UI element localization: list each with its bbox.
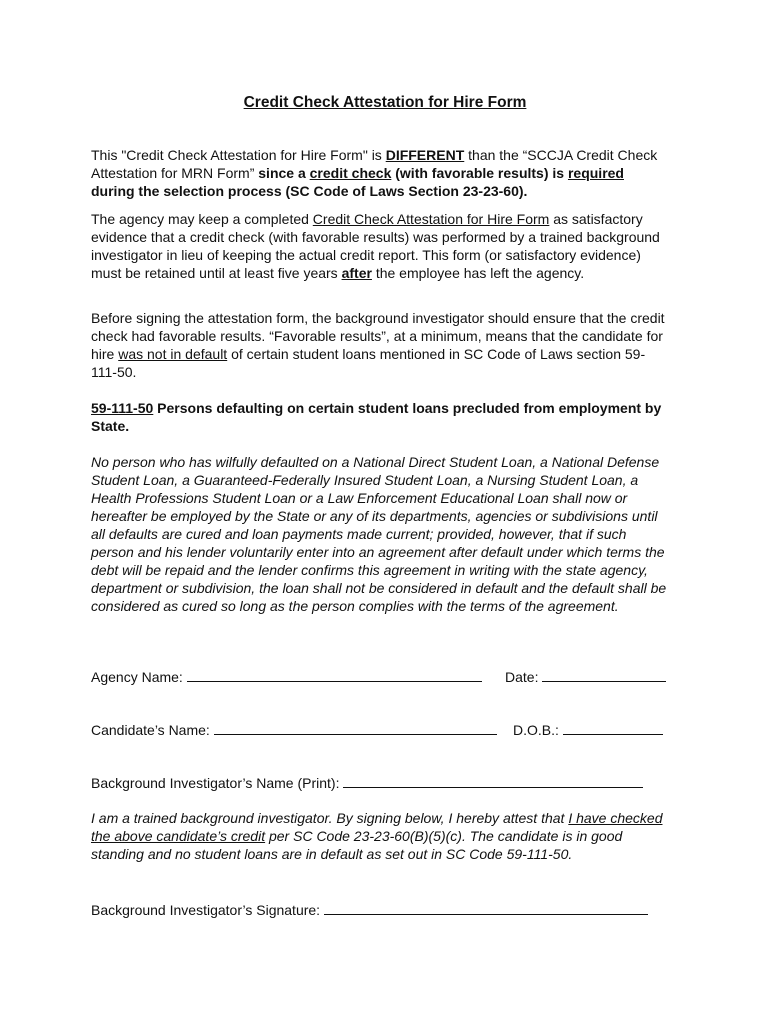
retention-text-a: The agency may keep a completed <box>91 211 313 227</box>
attest-text-a: I am a trained background investigator. By signing below, I hereby attest that <box>91 810 569 826</box>
statute-text: No person who has wilfully defaulted on a National Direct Student Loan, a National Defense Student Loan, a Guaranteed-Federally Insured Student Loan, a Nursing Student Loan, a Health Professions Student Loan or a Law Enforcement Educational Loan shall now or hereafter be employed by the State or any of its departments, agencies or subdivisions until all defaults are cured and loan payments made current; provided, however, that if such person and his lender voluntarily enter into an agreement after default under which terms the debt will be repaid and the lender confirms this agreement in writing with the state agency, department or subdivision, the loan shall not be considered in default and the default shall be considered as cured so long as the person complies with the terms of the agreement. <box>91 454 667 614</box>
required-emphasis: required <box>567 165 624 181</box>
agency-name-row <box>91 667 482 686</box>
dob-label: D.O.B.: <box>513 722 559 738</box>
dob-row <box>513 720 663 739</box>
favorable-text-a: Before signing the attestation form, the background investigator should ensure that the credit check had favorable results. “Favorable results”, at a minimum, means that the candidate for hire <box>91 310 665 362</box>
attest-underlined: I have checked the above candidate’s credit <box>91 810 663 844</box>
statute-title: Persons defaulting on certain student loans precluded from employment by State. <box>91 400 662 434</box>
agency-name-field[interactable] <box>187 667 482 682</box>
candidate-name-label: Candidate’s Name: <box>91 722 210 738</box>
dob-field[interactable] <box>563 720 663 735</box>
attest-text-c: per SC Code 23-23-60(B)(5)(c). The candidate is in good standing and no student loans are in default as set out in SC Code 59-111-50. <box>91 828 623 862</box>
retention-paragraph <box>91 210 671 282</box>
different-emphasis: DIFFERENT <box>385 147 465 163</box>
intro-text-h: during the selection process (SC Code of Laws Section 23-23-60). <box>91 183 528 199</box>
form-name-underlined: Credit Check Attestation for Hire Form <box>312 211 550 227</box>
signature-label: Background Investigator’s Signature: <box>91 902 321 918</box>
intro-paragraph <box>91 146 671 200</box>
retention-text-e: the employee has left the agency. <box>371 265 585 281</box>
date-label: Date: <box>505 669 539 685</box>
agency-name-label: Agency Name: <box>91 669 183 685</box>
candidate-name-row <box>91 720 497 739</box>
intro-text-c: than the “SCCJA Credit Check Attestation for MRN Form” <box>91 147 658 181</box>
favorable-results-paragraph <box>91 309 671 381</box>
candidate-name-field[interactable] <box>214 720 497 735</box>
signature-field[interactable] <box>324 900 648 915</box>
statute-number: 59-111-50 <box>91 400 154 416</box>
date-row <box>505 667 666 686</box>
attestation-statement <box>91 809 671 863</box>
page-title: Credit Check Attestation for Hire Form <box>243 94 527 111</box>
date-field[interactable] <box>542 667 666 682</box>
statute-heading <box>91 399 671 435</box>
intro-text-d: since a <box>258 165 310 181</box>
favorable-text-c: of certain student loans mentioned in SC Code of Laws section 59-111-50. <box>91 346 646 380</box>
investigator-name-field[interactable] <box>343 773 643 788</box>
signature-row <box>91 900 648 919</box>
after-emphasis: after <box>341 265 372 281</box>
investigator-name-row <box>91 773 643 792</box>
credit-check-emphasis: credit check <box>309 165 392 181</box>
intro-text-f: (with favorable results) is <box>391 165 568 181</box>
investigator-name-label: Background Investigator’s Name (Print): <box>91 775 340 791</box>
retention-text-c: as satisfactory evidence that a credit check (with favorable results) was performed by a trained background investigator in lieu of keeping the actual credit report. This form (or satisfactory evidence) must be retained until at least five years <box>91 211 660 281</box>
intro-text-a: This "Credit Check Attestation for Hire Form" is <box>91 147 386 163</box>
not-in-default-underlined: was not in default <box>118 346 228 362</box>
